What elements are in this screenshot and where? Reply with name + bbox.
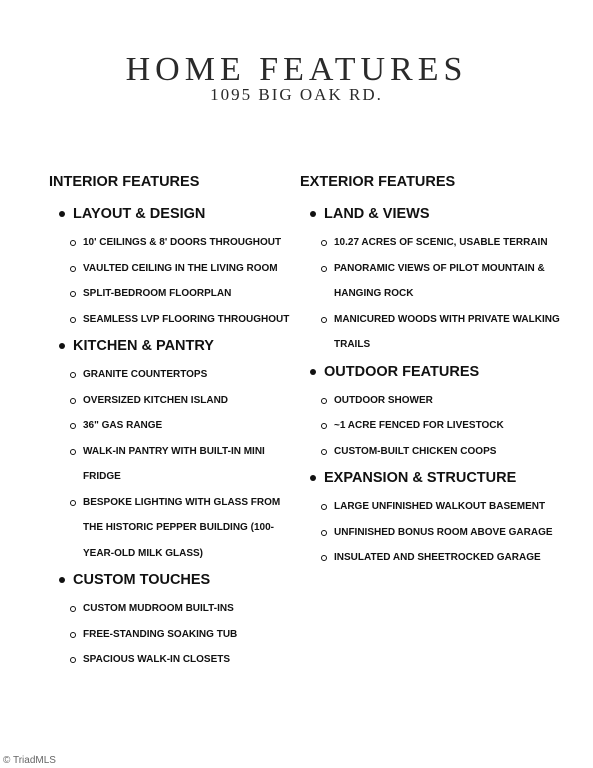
list-item: CUSTOM MUDROOM BUILT-INS <box>49 596 294 622</box>
bullet-icon <box>59 577 65 583</box>
section-title: CUSTOM TOUCHES <box>49 570 294 590</box>
circle-bullet-icon <box>70 657 76 663</box>
bullet-icon <box>310 475 316 481</box>
section-land-views <box>300 204 560 358</box>
circle-bullet-icon <box>321 266 327 272</box>
bullet-icon <box>310 211 316 217</box>
page-header <box>0 50 593 104</box>
circle-bullet-icon <box>70 398 76 404</box>
section-title: EXPANSION & STRUCTURE <box>300 468 560 488</box>
section-layout-design <box>49 204 294 332</box>
list-item: 10' CEILINGS & 8' DOORS THROUGHOUT <box>49 230 294 256</box>
circle-bullet-icon <box>70 240 76 246</box>
list-item: LARGE UNFINISHED WALKOUT BASEMENT <box>300 494 560 520</box>
circle-bullet-icon <box>321 398 327 404</box>
circle-bullet-icon <box>321 423 327 429</box>
list-item: SPLIT-BEDROOM FLOORPLAN <box>49 281 294 307</box>
circle-bullet-icon <box>70 266 76 272</box>
circle-bullet-icon <box>70 500 76 506</box>
circle-bullet-icon <box>321 317 327 323</box>
bullet-icon <box>59 211 65 217</box>
section-outdoor-features <box>300 362 560 465</box>
circle-bullet-icon <box>70 449 76 455</box>
bullet-icon <box>310 369 316 375</box>
section-title: KITCHEN & PANTRY <box>49 336 294 356</box>
section-title: OUTDOOR FEATURES <box>300 362 560 382</box>
list-item: SPACIOUS WALK-IN CLOSETS <box>49 647 294 673</box>
list-item: ~1 ACRE FENCED FOR LIVESTOCK <box>300 413 560 439</box>
section-title: LAYOUT & DESIGN <box>49 204 294 224</box>
circle-bullet-icon <box>321 449 327 455</box>
exterior-features-heading: EXTERIOR FEATURES <box>300 174 456 190</box>
circle-bullet-icon <box>70 423 76 429</box>
interior-features-column <box>49 172 294 677</box>
list-item: MANICURED WOODS WITH PRIVATE WALKING TRAILS <box>300 307 560 358</box>
list-item: WALK-IN PANTRY WITH BUILT-IN MINI FRIDGE <box>49 439 294 490</box>
list-item: PANORAMIC VIEWS OF PILOT MOUNTAIN & HANGING ROCK <box>300 256 560 307</box>
section-title: LAND & VIEWS <box>300 204 560 224</box>
circle-bullet-icon <box>70 372 76 378</box>
circle-bullet-icon <box>321 240 327 246</box>
list-item: UNFINISHED BONUS ROOM ABOVE GARAGE <box>300 520 560 546</box>
property-address: 1095 BIG OAK RD. <box>210 85 383 104</box>
list-item: 36" GAS RANGE <box>49 413 294 439</box>
circle-bullet-icon <box>321 555 327 561</box>
list-item: INSULATED AND SHEETROCKED GARAGE <box>300 545 560 571</box>
list-item: FREE-STANDING SOAKING TUB <box>49 622 294 648</box>
list-item: OVERSIZED KITCHEN ISLAND <box>49 388 294 414</box>
circle-bullet-icon <box>321 504 327 510</box>
section-custom-touches <box>49 570 294 673</box>
circle-bullet-icon <box>70 632 76 638</box>
watermark: © TriadMLS <box>3 755 56 766</box>
list-item: CUSTOM-BUILT CHICKEN COOPS <box>300 439 560 465</box>
circle-bullet-icon <box>70 291 76 297</box>
list-item: OUTDOOR SHOWER <box>300 388 560 414</box>
list-item: BESPOKE LIGHTING WITH GLASS FROM THE HISTORIC PEPPER BUILDING (100-YEAR-OLD MILK GLASS) <box>49 490 294 567</box>
exterior-features-column <box>300 172 560 575</box>
circle-bullet-icon <box>70 317 76 323</box>
section-kitchen-pantry <box>49 336 294 566</box>
page-title: HOME FEATURES <box>125 51 468 88</box>
list-item: GRANITE COUNTERTOPS <box>49 362 294 388</box>
interior-features-heading: INTERIOR FEATURES <box>49 174 200 190</box>
bullet-icon <box>59 343 65 349</box>
list-item: 10.27 ACRES OF SCENIC, USABLE TERRAIN <box>300 230 560 256</box>
circle-bullet-icon <box>70 606 76 612</box>
section-expansion-structure <box>300 468 560 571</box>
list-item: SEAMLESS LVP FLOORING THROUGHOUT <box>49 307 294 333</box>
list-item: VAULTED CEILING IN THE LIVING ROOM <box>49 256 294 282</box>
circle-bullet-icon <box>321 530 327 536</box>
